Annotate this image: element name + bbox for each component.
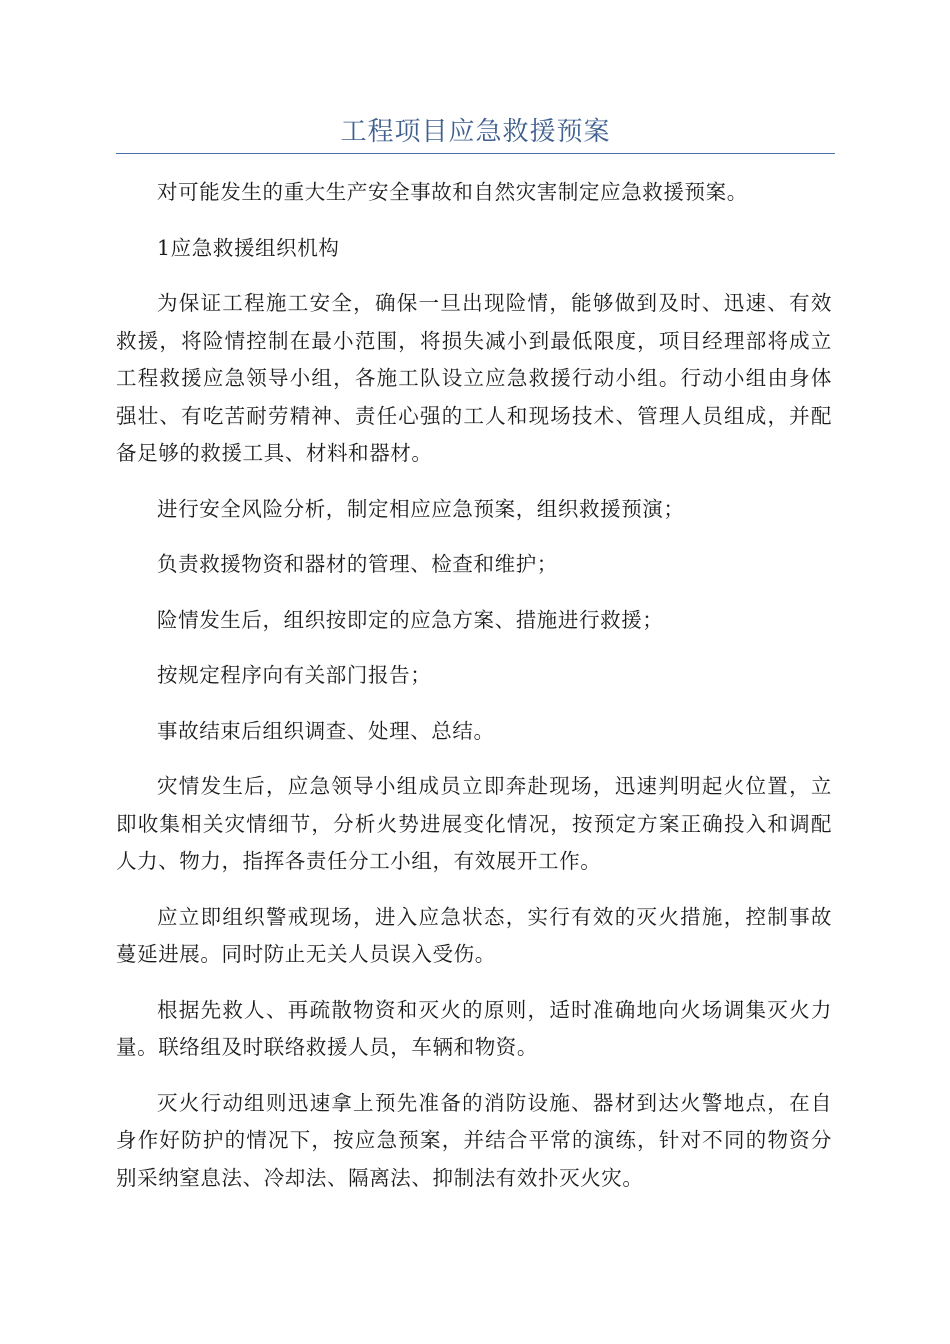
paragraph-response: 灾情发生后，应急领导小组成员立即奔赴现场，迅速判明起火位置，立即收集相关灾情细节，分析火势进展变化情况，按预定方案正确投入和调配人力、物力，指挥各责任分工小组，有效展开工作。 — [116, 774, 832, 873]
paragraph-firefighting: 灭火行动组则迅速拿上预先准备的消防设施、器材到达火警地点，在自身作好防护的情况下，按应急预案，并结合平常的演练，针对不同的物资分别采纳窒息法、冷却法、隔离法、抑制法有效扑灭火灾。 — [116, 1090, 832, 1190]
paragraph-duty-2: 负责救援物资和器材的管理、检查和维护； — [157, 552, 558, 576]
document-body — [116, 174, 832, 1215]
title-underline — [116, 153, 835, 154]
paragraph-duty-1: 进行安全风险分析，制定相应应急预案，组织救援预演； — [157, 496, 685, 521]
paragraph-duty-3: 险情发生后，组织按即定的应急方案、措施进行救援； — [157, 607, 664, 632]
paragraph-intro: 对可能发生的重大生产安全事故和自然灾害制定应急救援预案。 — [157, 180, 748, 204]
paragraph-organization: 为保证工程施工安全，确保一旦出现险情，能够做到及时、迅速、有效救援，将险情控制在最小范围，将损失减小到最低限度，项目经理部将成立工程救援应急领导小组，各施工队设立应急救援行动小组。行动小组由身体强壮、有吃苦耐劳精神、责任心强的工人和现场技术、管理人员组成，并配备足够的救援工具、材料和器材。 — [116, 291, 832, 465]
paragraph-duty-4: 按规定程序向有关部门报告； — [157, 663, 432, 687]
paragraph-principle: 根据先救人、再疏散物资和灭火的原则，适时准确地向火场调集灭火力量。联络组及时联络救援人员，车辆和物资。 — [116, 997, 832, 1059]
paragraph-duty-5: 事故结束后组织调查、处理、总结。 — [157, 718, 495, 743]
document-title: 工程项目应急救援预案 — [340, 117, 611, 147]
section-heading: 1应急救援组织机构 — [157, 235, 340, 260]
paragraph-cordon: 应立即组织警戒现场，进入应急状态，实行有效的灭火措施，控制事故蔓延进展。同时防止无关人员误入受伤。 — [116, 904, 832, 966]
